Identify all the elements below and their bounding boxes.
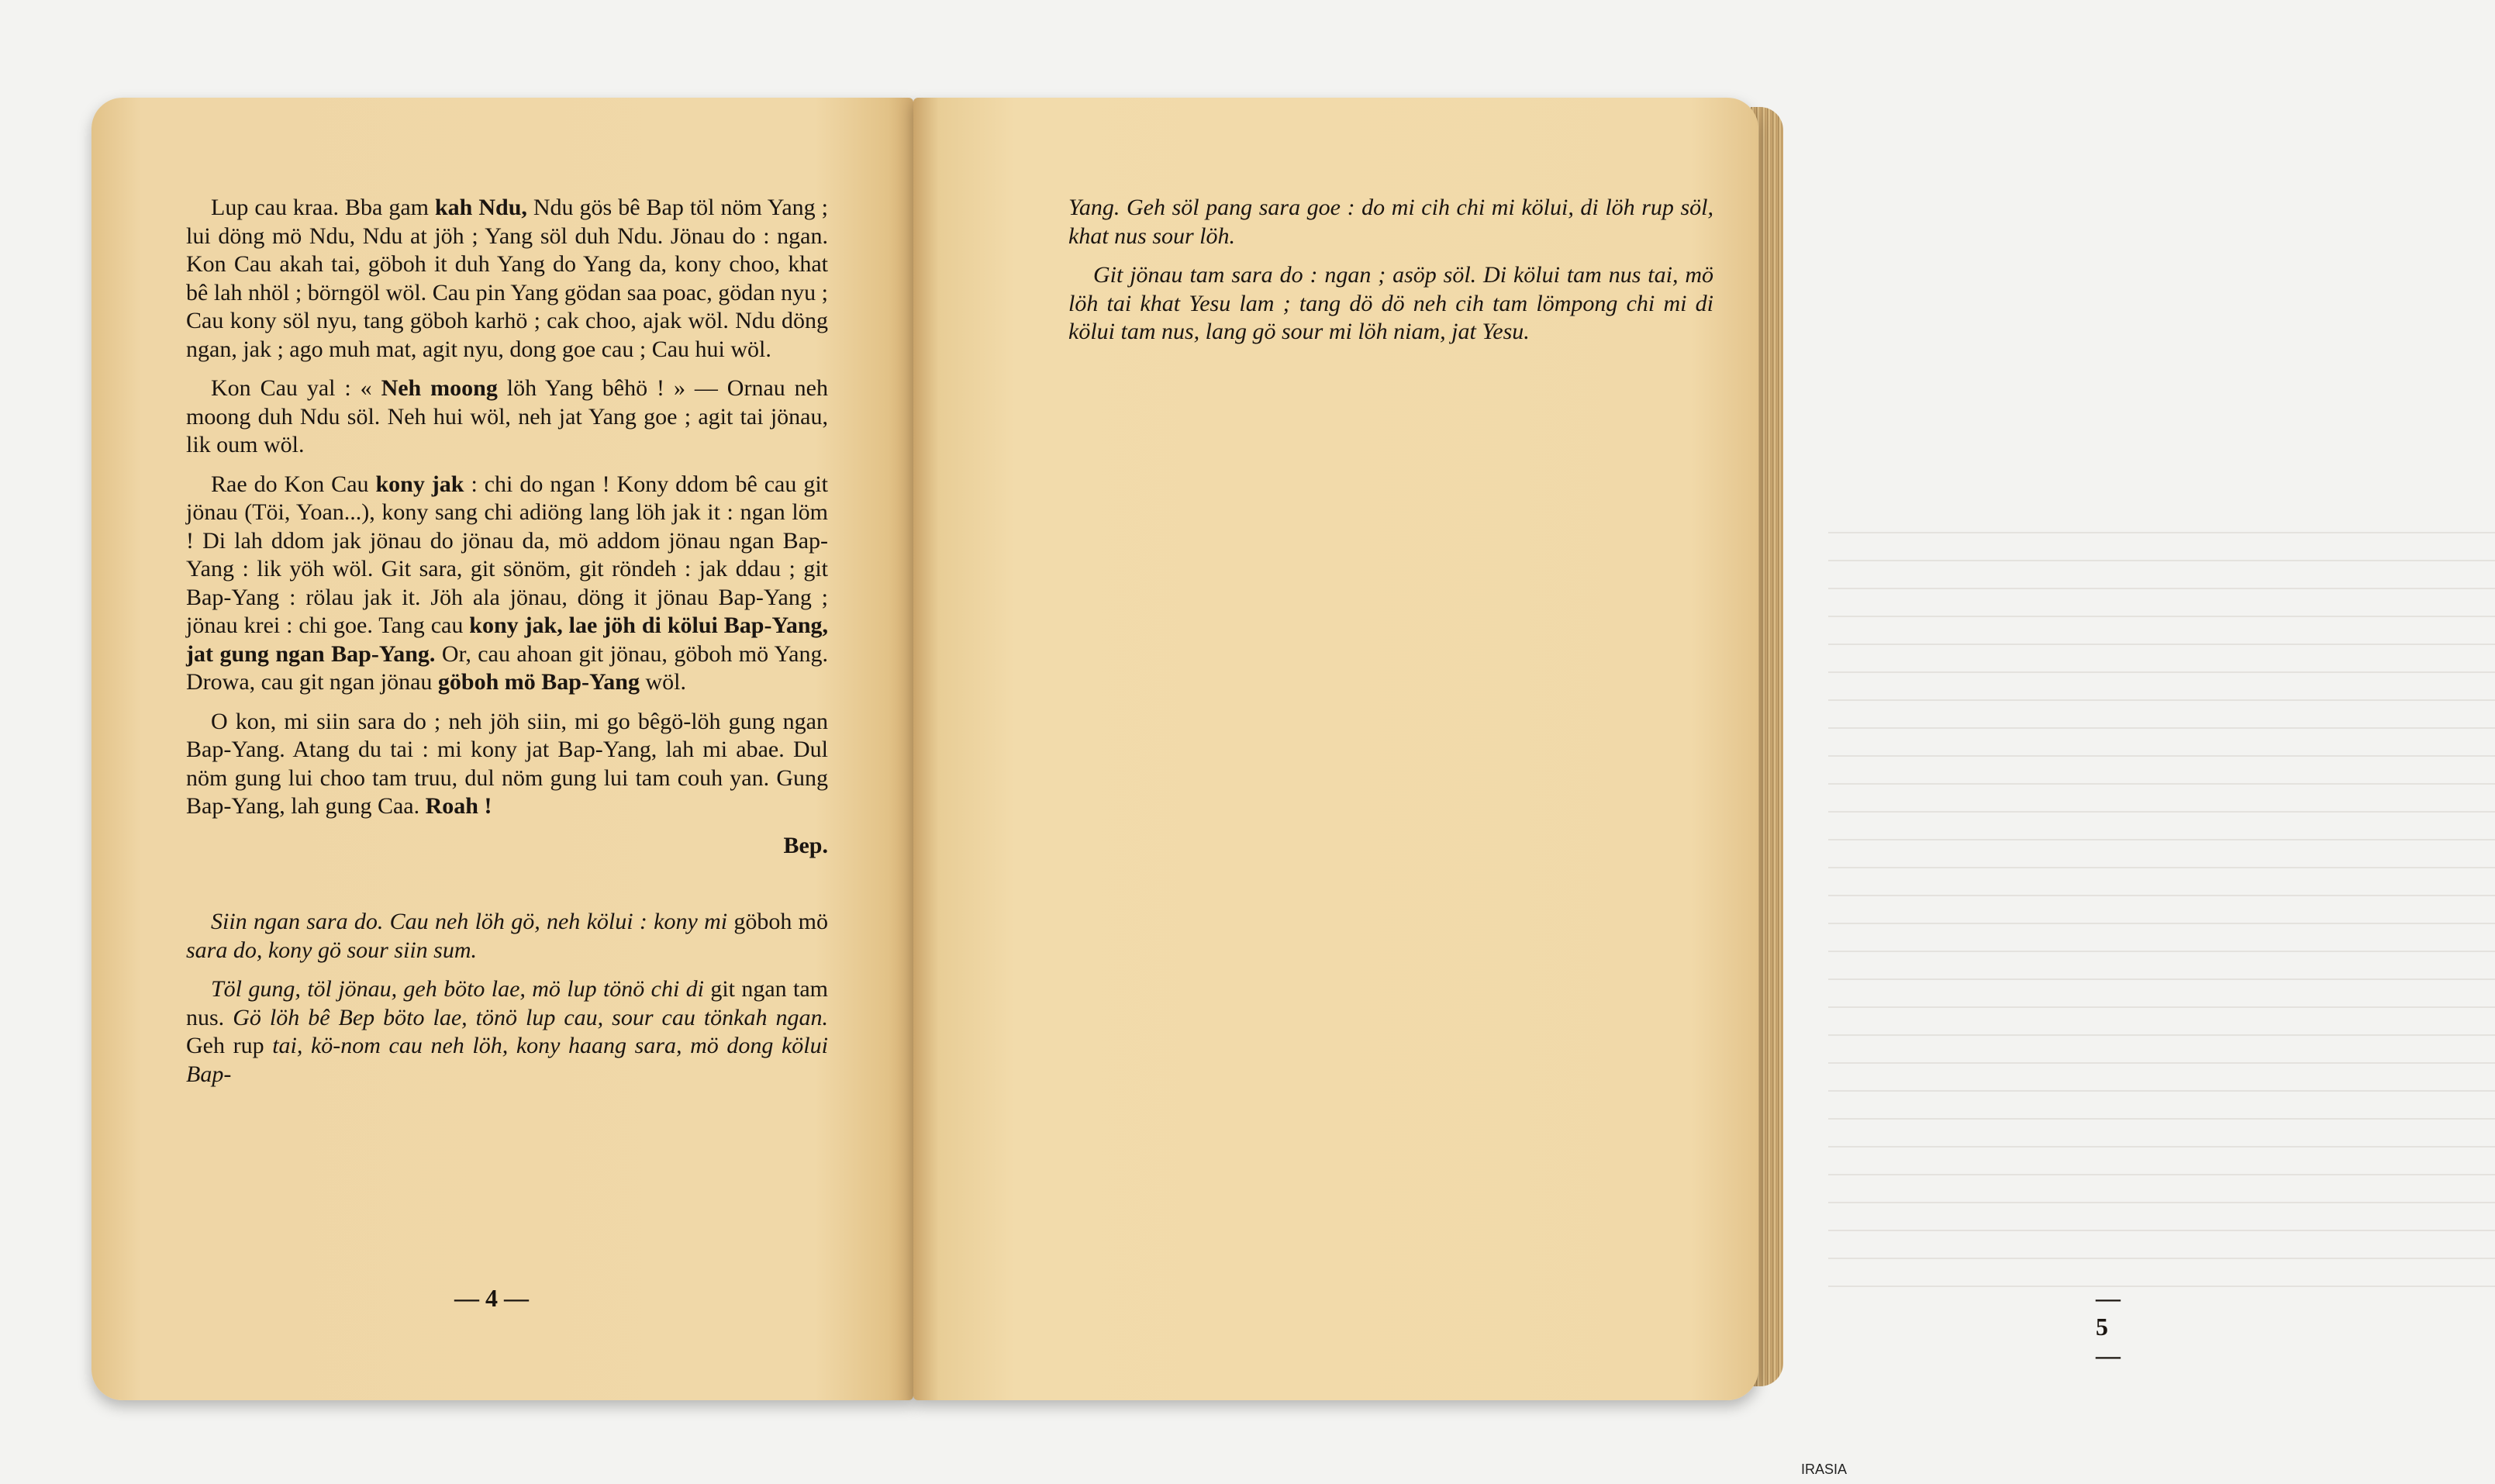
left-page-text (186, 194, 828, 1099)
bold-text-run: göboh mö Bap-Yang (437, 669, 640, 695)
left-paragraph (186, 194, 828, 364)
right-page (913, 98, 2121, 1400)
text-run: O kon, mi siin sara do ; neh jöh siin, mi go bêgö-löh gung ngan Bap-Yang. Atang du tai : mi kony jat Bap-Yang, lah mi abae. Dul nöm gung lui choo tam truu, dul nöm gung lui tam couh yan. Gung Bap-Yang, lah gung Caa. (186, 708, 828, 819)
right-page-text (1068, 194, 1713, 357)
bold-text-run: Neh moong (381, 375, 498, 401)
text-run: göboh mö (733, 909, 828, 934)
italic-text-run: kony gö sour siin sum. (267, 937, 478, 963)
left-page-body (186, 194, 828, 821)
bleed-through-texture (1828, 532, 2495, 1307)
left-page (91, 98, 913, 1400)
bold-text-run: kony jak, lae jöh di kölui Bap-Yang, jat gung ngan Bap-Yang. (186, 613, 828, 667)
italic-paragraph (186, 975, 828, 1089)
bold-text-run: kony jak (375, 471, 464, 497)
signature: Bep. (783, 832, 828, 858)
left-paragraph (186, 471, 828, 697)
italic-text-run: Töl gung, töl jönau, geh böto lae, mö lup tönö chi di (211, 976, 711, 1002)
italic-text-run: Siin ngan sara do. Cau neh löh gö, neh kölui : kony mi (211, 909, 734, 934)
text-run: : chi do ngan ! Kony ddom bê cau git jönau (Töi, Yoan...), kony sang chi adiöng lang löh jak it : ngan löm ! Di lah ddom jak jönau do jönau da, mö addom jönau ngan Bap-Yang : lik yöh wöl. Git sara, git sönöm, git röndeh : jak ddau ; git Bap-Yang : rölau jak it. Jöh ala jönau, döng it jönau Bap-Yang ; jönau krei : chi goe. Tang cau (186, 471, 828, 638)
text-run: Rae do Kon Cau (211, 471, 376, 497)
text-run: wöl. (639, 669, 686, 695)
page-number-left: — 4 — (454, 1284, 529, 1312)
text-run: Kon Cau yal : « (211, 375, 381, 401)
italic-paragraph (186, 908, 828, 965)
bold-text-run: Roah ! (425, 793, 492, 819)
right-paragraph: Yang. Geh söl pang sara goe : do mi cih chi mi kölui, di löh rup söl, khat nus sour löh. (1068, 195, 1713, 249)
italic-text-run: sara do, (186, 937, 268, 963)
watermark: IRASIA (1800, 1462, 1847, 1477)
bold-text-run: kah Ndu, (435, 195, 527, 220)
open-booklet (91, 98, 2121, 1400)
left-paragraph (186, 708, 828, 821)
left-paragraph (186, 374, 828, 460)
text-run: git ngan tam nus. (186, 976, 828, 1030)
right-paragraph: Git jönau tam sara do : ngan ; asöp söl. Di kölui tam nus tai, mö löh tai khat Yesu lam ; tang dö dö neh cih tam lömpong chi mi di kölui tam nus, lang gö sour mi löh niam, jat Yesu. (1068, 262, 1713, 344)
text-run: Or, cau ahoan git jönau, göboh mö Yang. Drowa, cau git ngan jönau (186, 640, 828, 695)
italic-text-run: tai, kö-nom cau neh löh, kony haang sara, mö dong kölui Bap- (186, 1033, 828, 1087)
text-run: Lup cau kraa. Bba gam (211, 195, 435, 220)
text-run: Geh rup (186, 1033, 273, 1058)
text-run: Ndu gös bê Bap töl nöm Yang ; lui döng mö Ndu, Ndu at jöh ; Yang söl duh Ndu. Jönau do : ngan. Kon Cau akah tai, göboh it duh Yang do Yang da, kony choo, khat bê lah nhöl ; börngöl wöl. Cau pin Yang gödan saa poac, gödan nyu ; Cau kony söl nyu, tang göboh karhö ; cak choo, ajak wöl. Ndu döng ngan, jak ; ago muh mat, agit nyu, dong goe cau ; Cau hui wöl. (186, 195, 829, 362)
page-number-right: — 5 — (2096, 1284, 2121, 1369)
text-run: löh Yang bêhö ! » — Ornau neh moong duh Ndu söl. Neh hui wöl, neh jat Yang goe ; agit tai jönau, lik oum wöl. (186, 375, 828, 457)
italic-text-run: Gö löh bê Bep böto lae, tönö lup cau, sour cau tönkah ngan. (224, 1004, 828, 1030)
left-page-italic-section (186, 908, 828, 1089)
